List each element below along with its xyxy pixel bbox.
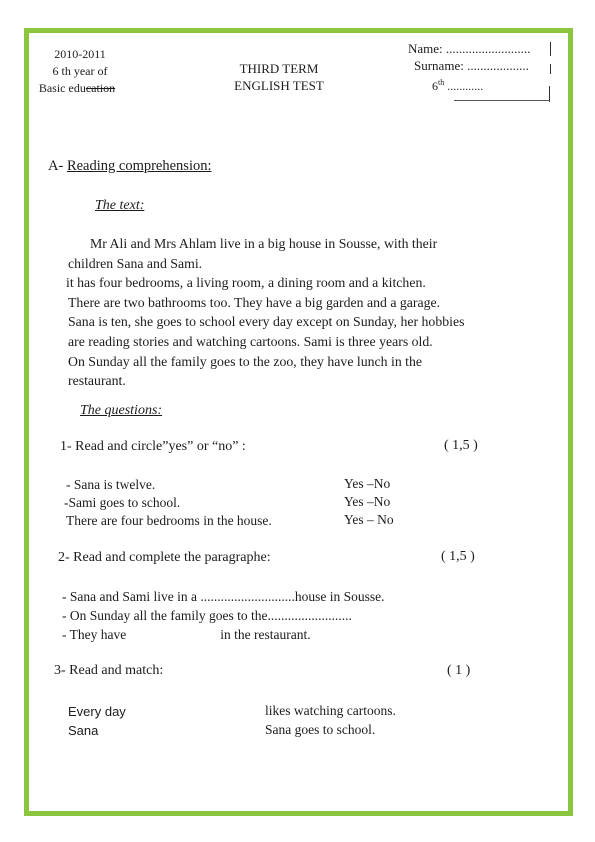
q1-statement: -Sami goes to school. [64,495,181,510]
q2-sentence[interactable] [62,625,384,644]
header-right [408,40,530,95]
section-a-marker: A- [48,158,64,174]
grade: 6 th year of [52,64,108,78]
passage-line: restaurant. [68,373,126,389]
q1-label: 1- Read and circle”yes” or “no” : [60,439,246,454]
passage-line: are reading stories and watching cartoons. Sami is three years old. [68,333,433,349]
class-number: 6 [432,79,438,93]
level [28,80,126,97]
header-center [220,60,338,94]
passage-line: children Sana and Sami. [68,255,203,271]
passage-line: On Sunday all the family goes to the zoo, they have lunch in the [68,353,423,369]
yes-no-option[interactable]: Yes –No [344,494,391,509]
test-title: ENGLISH TEST [234,78,324,93]
school-year: 2010-2011 [54,47,106,61]
q2-score: ( 1,5 ) [441,549,475,564]
section-a-title: Reading comprehension: [66,158,212,174]
questions-title: The questions: [80,403,163,418]
q3-score: ( 1 ) [447,663,471,678]
page-border [24,28,573,816]
match-left-item[interactable]: Sana [68,723,99,738]
level-part-a: Basic edu [38,81,86,95]
match-right-item[interactable]: likes watching cartoons. [265,703,396,718]
q2-sentence[interactable]: - Sana and Sami live in a ............................house in Sousse. [62,589,385,604]
class-field[interactable] [432,74,530,95]
yes-no-option[interactable]: Yes – No [344,512,394,527]
q3-right-column [265,701,396,739]
match-left-item[interactable]: Every day [68,704,126,719]
passage-line: There are two bathrooms too. They have a big garden and a garage. [68,294,441,310]
class-suffix: th [438,78,445,87]
name-field[interactable]: Name: .......................... [408,41,531,56]
passage-line: Sana is ten, she goes to school every day except on Sunday, her hobbies [68,314,465,330]
level-part-b: cation [85,81,116,95]
q1-statement: - Sana is twelve. [66,477,156,492]
text-title: The text: [95,198,145,213]
q2-sentence-end: in the restaurant. [220,627,311,642]
q3-label: 3- Read and match: [54,663,164,678]
header-bottom-line [454,100,550,101]
q1-statements [64,476,272,530]
match-right-item[interactable]: Sana goes to school. [265,722,376,737]
q1-options [344,475,394,529]
q3-left-column [68,702,126,740]
section-a-heading [48,158,212,175]
surname-field[interactable]: Surname: ................... [414,58,529,73]
q2-sentence[interactable]: - On Sunday all the family goes to the......................... [62,608,352,623]
passage-line: Mr Ali and Mrs Ahlam live in a big house in Sousse, with their [90,236,438,251]
term-title: THIRD TERM [239,61,319,76]
reading-passage [68,234,464,391]
passage-line: it has four bedrooms, a living room, a dining room and a kitchen. [66,275,426,291]
header-rule-2 [550,64,551,74]
yes-no-option[interactable]: Yes –No [344,476,391,491]
q2-label: 2- Read and complete the paragraphe: [58,550,271,565]
header-rule-1 [550,42,551,56]
q1-score: ( 1,5 ) [444,438,478,453]
header-left [34,46,126,97]
q1-statement: There are four bedrooms in the house. [66,513,272,528]
q2-sentence-start: - They have [62,627,127,642]
class-dots: ............ [444,79,484,93]
q2-items [62,587,384,644]
